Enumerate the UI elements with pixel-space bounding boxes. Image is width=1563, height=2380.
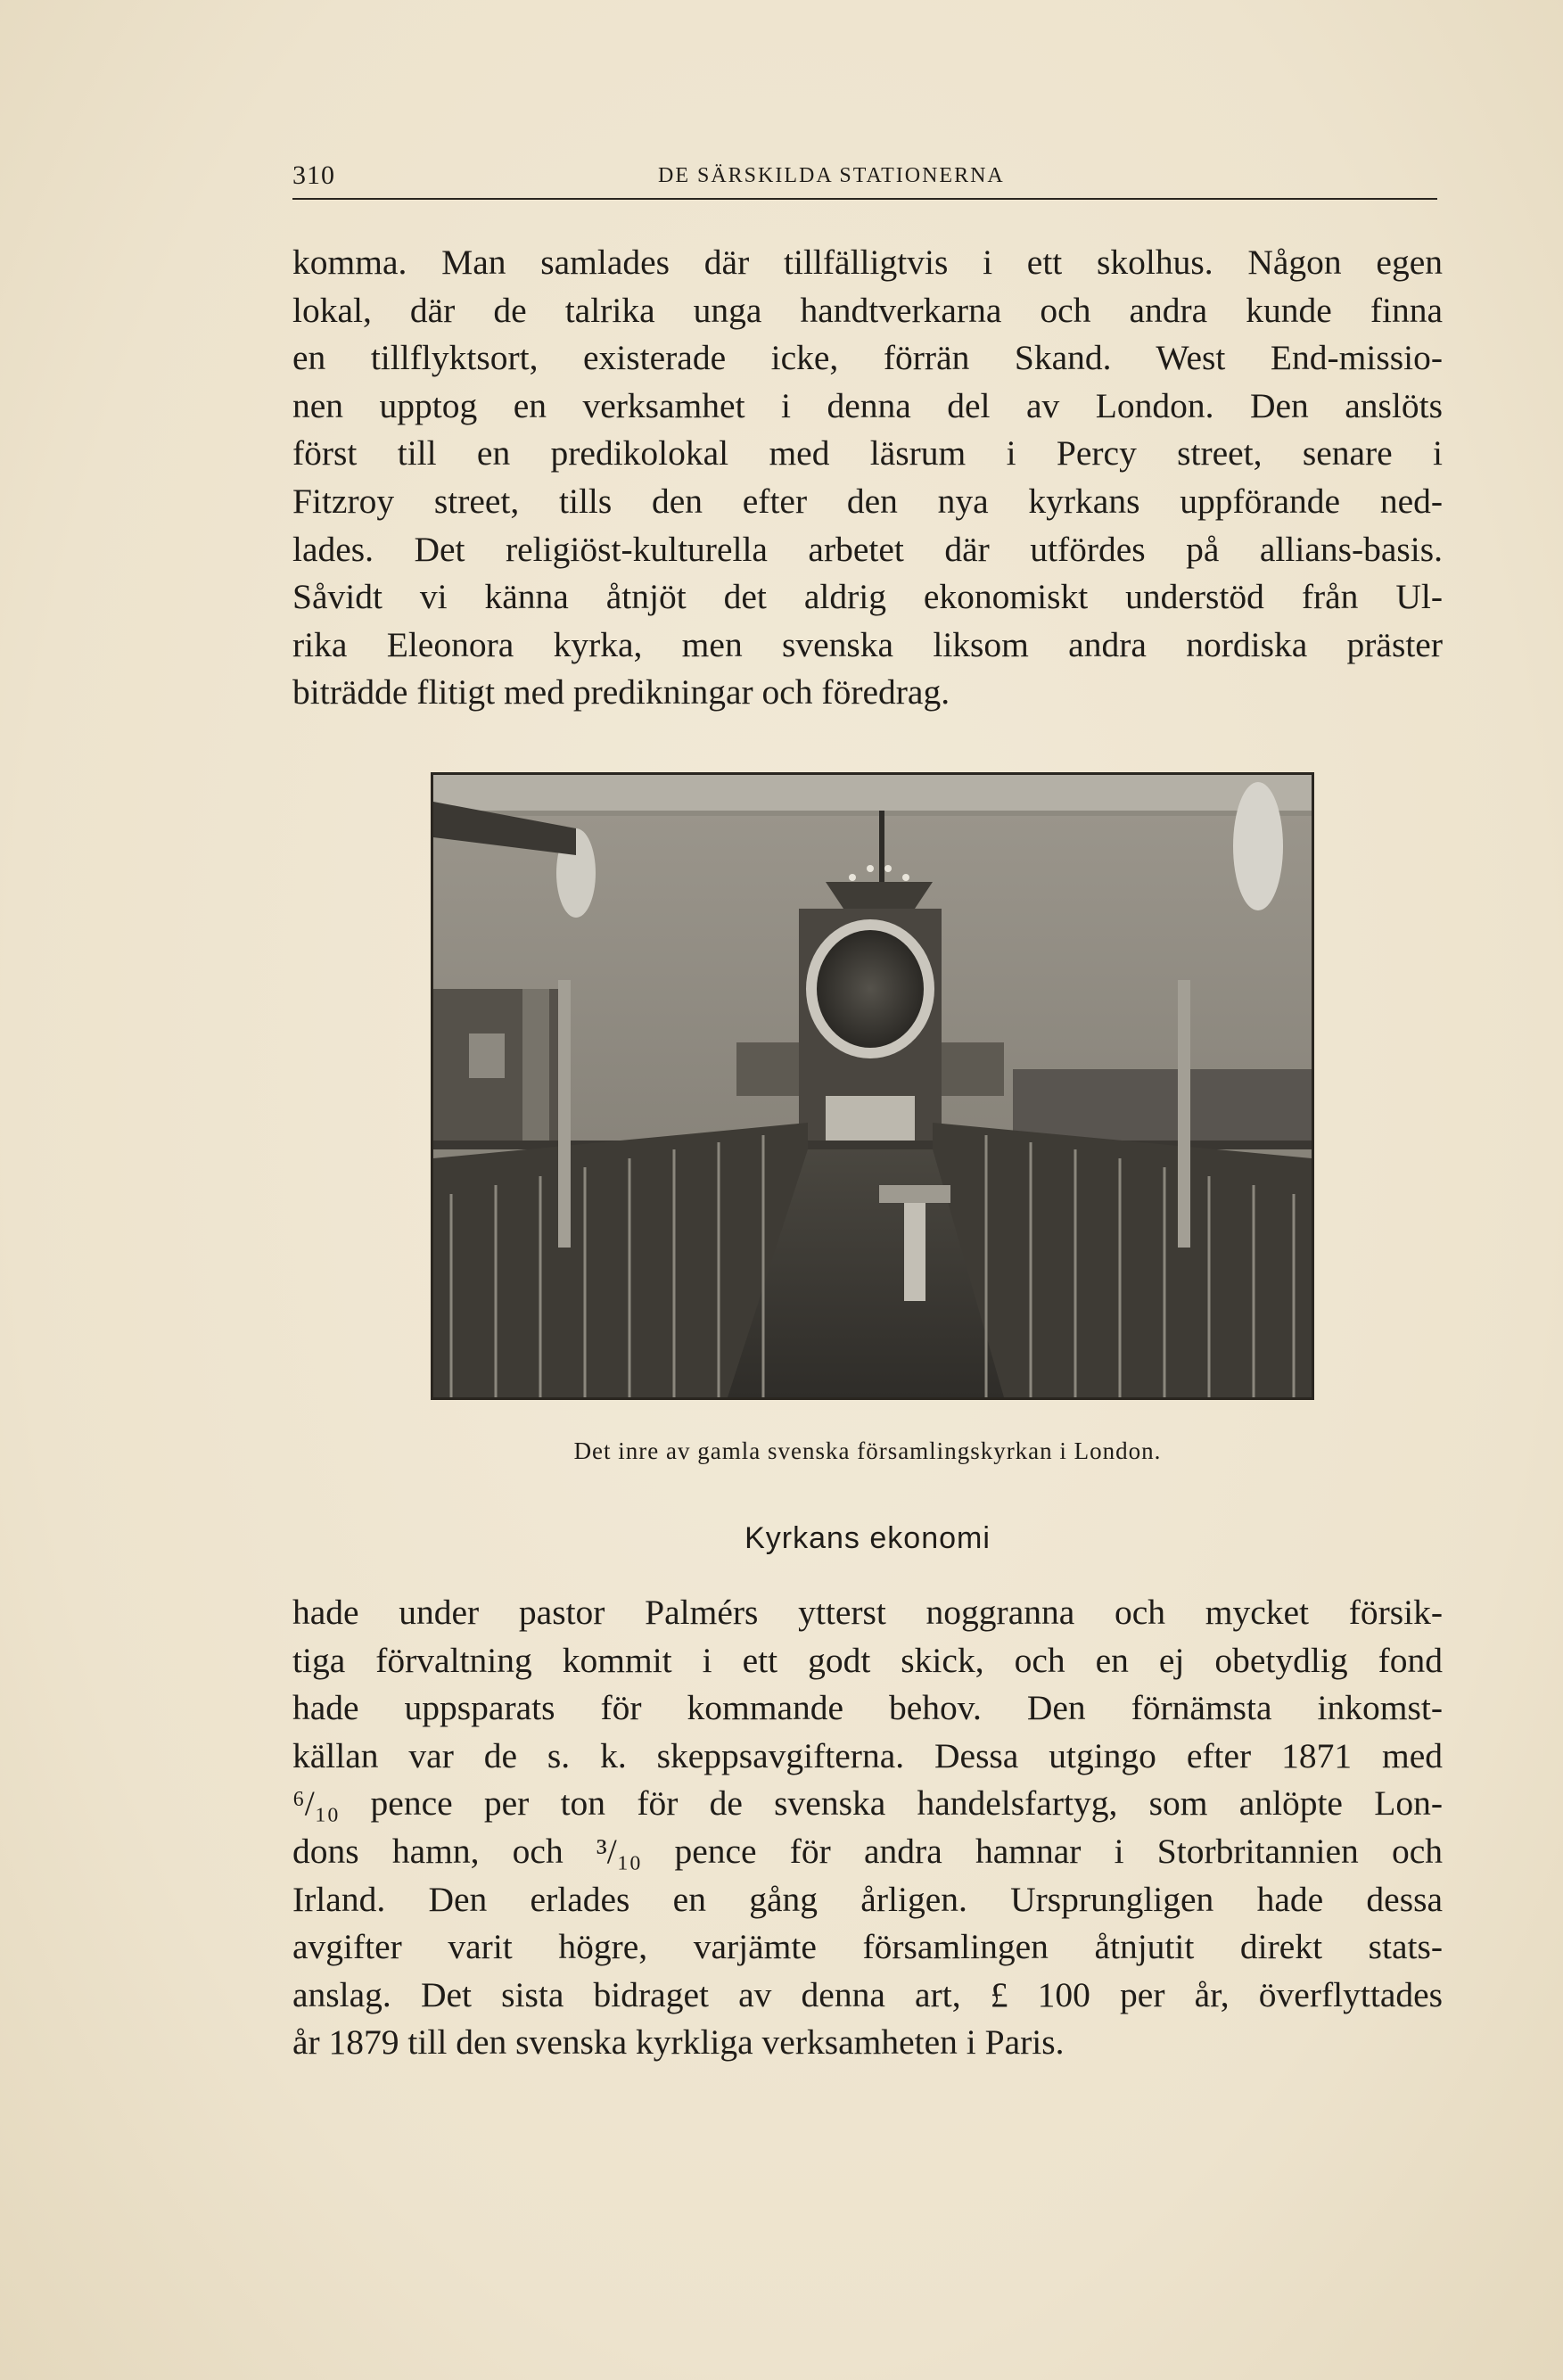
text-line: rika Eleonora kyrka, men svenska liksom andra nordiska präster [292, 624, 1443, 664]
running-head [292, 157, 1437, 200]
text-line: nen upptog en verksamhet i denna del av London. Den anslöts [292, 385, 1443, 425]
text-line: lokal, där de talrika unga handtverkarna och andra kunde finna [292, 290, 1443, 330]
body-paragraph-1 [292, 239, 1443, 717]
text-line: ⁶/₁₀ pence per ton för de svenska handelsfartyg, som anlöpte Lon- [292, 1783, 1443, 1824]
text-line: hade under pastor Palmérs ytterst noggranna och mycket försik- [292, 1593, 1443, 1632]
section-heading: Kyrkans ekonomi [744, 1521, 991, 1555]
text-line: Såvidt vi känna åtnjöt det aldrig ekonomiskt understöd från Ul- [292, 577, 1443, 617]
text-line: tiga förvaltning kommit i ett godt skick, och en ej obetydlig fond [292, 1640, 1443, 1680]
text-line: anslag. Det sista bidraget av denna art, £ 100 per år, överflyttades [292, 1974, 1443, 2014]
text-line: biträdde flitigt med predikningar och föredrag. [292, 672, 950, 712]
text-line: avgifter varit högre, varjämte församlingen åtnjutit direkt stats- [292, 1927, 1443, 1967]
text-line: en tillflyktsort, existerade icke, förrän Skand. West End-missio- [292, 338, 1443, 378]
text-line: lades. Det religiöst-kulturella arbetet där utfördes på allians-basis. [292, 529, 1443, 569]
text-line: källan var de s. k. skeppsavgifterna. Dessa utgingo efter 1871 med [292, 1735, 1443, 1775]
running-head-title: DE SÄRSKILDA STATIONERNA [658, 164, 1005, 187]
text-line: dons hamn, och ³/₁₀ pence för andra hamnar i Storbritannien och [292, 1831, 1443, 1871]
body-paragraph-2 [292, 1589, 1443, 2067]
text-line: först till en predikolokal med läsrum i Percy street, senare i [292, 433, 1443, 474]
church-interior-photo [431, 772, 1314, 1400]
text-line: Fitzroy street, tills den efter den nya kyrkans uppförande ned- [292, 481, 1443, 521]
text-line: år 1879 till den svenska kyrkliga verksamheten i Paris. [292, 2022, 1065, 2063]
text-line: komma. Man samlades där tillfälligtvis i ett skolhus. Någon egen [292, 243, 1443, 282]
page-number: 310 [292, 161, 335, 190]
figure-caption: Det inre av gamla svenska församlingskyrkan i London. [573, 1437, 1162, 1464]
text-line: Irland. Den erlades en gång årligen. Ursprungligen hade dessa [292, 1879, 1443, 1919]
text-line: hade uppsparats för kommande behov. Den förnämsta inkomst- [292, 1688, 1443, 1728]
